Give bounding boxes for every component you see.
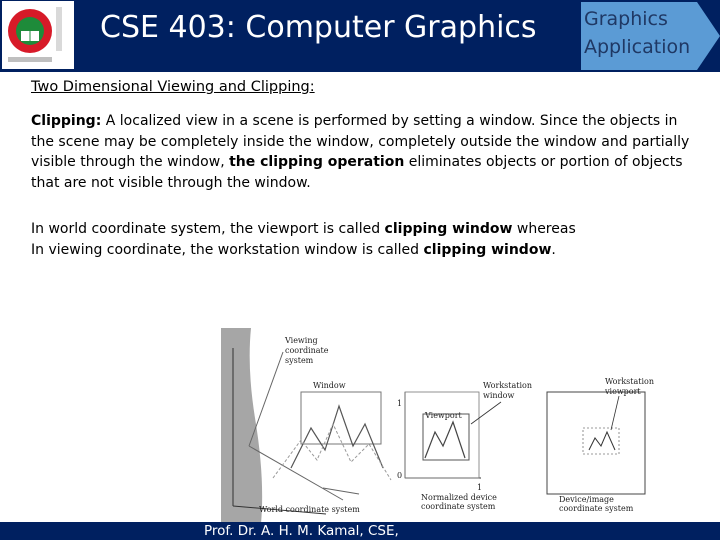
clipping-window-term-1: clipping window bbox=[384, 221, 513, 237]
clipping-term: Clipping: bbox=[31, 113, 102, 129]
ws-window-label-1: Workstation bbox=[483, 381, 532, 390]
clipping-window-term-2: clipping window bbox=[423, 241, 552, 258]
slide-header-title: CSE 403: Computer Graphics bbox=[100, 10, 537, 45]
footer-author: Prof. Dr. A. H. M. Kamal, CSE, bbox=[204, 523, 399, 539]
clipping-text: A localized view in a scene is performed by setting a window. Since the objects in the scene may be completely inside the window, completely outside the window and partially visible through the window, bbox=[31, 113, 690, 171]
university-logo bbox=[2, 1, 74, 69]
period-text: . bbox=[551, 241, 556, 258]
viewing-coord-label-2: coordinate bbox=[285, 346, 329, 355]
ws-viewport-label-2: viewport bbox=[605, 387, 641, 396]
footer-bar bbox=[0, 522, 720, 540]
badge-line-graphics: Graphics bbox=[584, 8, 668, 30]
badge-line-application: Application bbox=[584, 36, 691, 58]
window-label: Window bbox=[313, 381, 346, 390]
device-label-2: coordinate system bbox=[559, 504, 634, 513]
ndc-tick-x1: 1 bbox=[477, 483, 483, 492]
ndc-label-1: Normalized device bbox=[421, 493, 497, 502]
header-bar bbox=[0, 0, 720, 72]
viewing-coord-label-3: system bbox=[285, 356, 314, 365]
badge-text bbox=[584, 5, 690, 61]
coordinate-paragraph bbox=[31, 219, 691, 260]
world-coord-label: World coordinate system bbox=[259, 505, 360, 514]
device-label-1: Device/image bbox=[559, 495, 614, 504]
viewport-label: Viewport bbox=[425, 411, 462, 420]
ndc-tick-y1: 1 bbox=[397, 399, 403, 408]
viewing-text: In viewing coordinate, the workstation window is called bbox=[31, 241, 424, 258]
world-text: In world coordinate system, the viewport is called bbox=[31, 221, 385, 237]
ws-viewport-label-1: Workstation bbox=[605, 377, 654, 386]
ws-window-label-2: window bbox=[483, 391, 515, 400]
viewing-coord-label-1: Viewing bbox=[285, 336, 318, 345]
clipping-paragraph bbox=[31, 111, 691, 193]
viewing-pipeline-figure bbox=[221, 328, 681, 524]
ndc-tick-origin: 0 bbox=[397, 471, 403, 480]
section-title: Two Dimensional Viewing and Clipping: bbox=[31, 79, 315, 95]
ndc-label-2: coordinate system bbox=[421, 502, 496, 511]
whereas-text: whereas bbox=[512, 221, 576, 237]
clipping-operation-term: the clipping operation bbox=[229, 154, 405, 171]
clipping-text-tail: eliminates objects or portion of objects that are not visible through the window. bbox=[31, 154, 683, 191]
